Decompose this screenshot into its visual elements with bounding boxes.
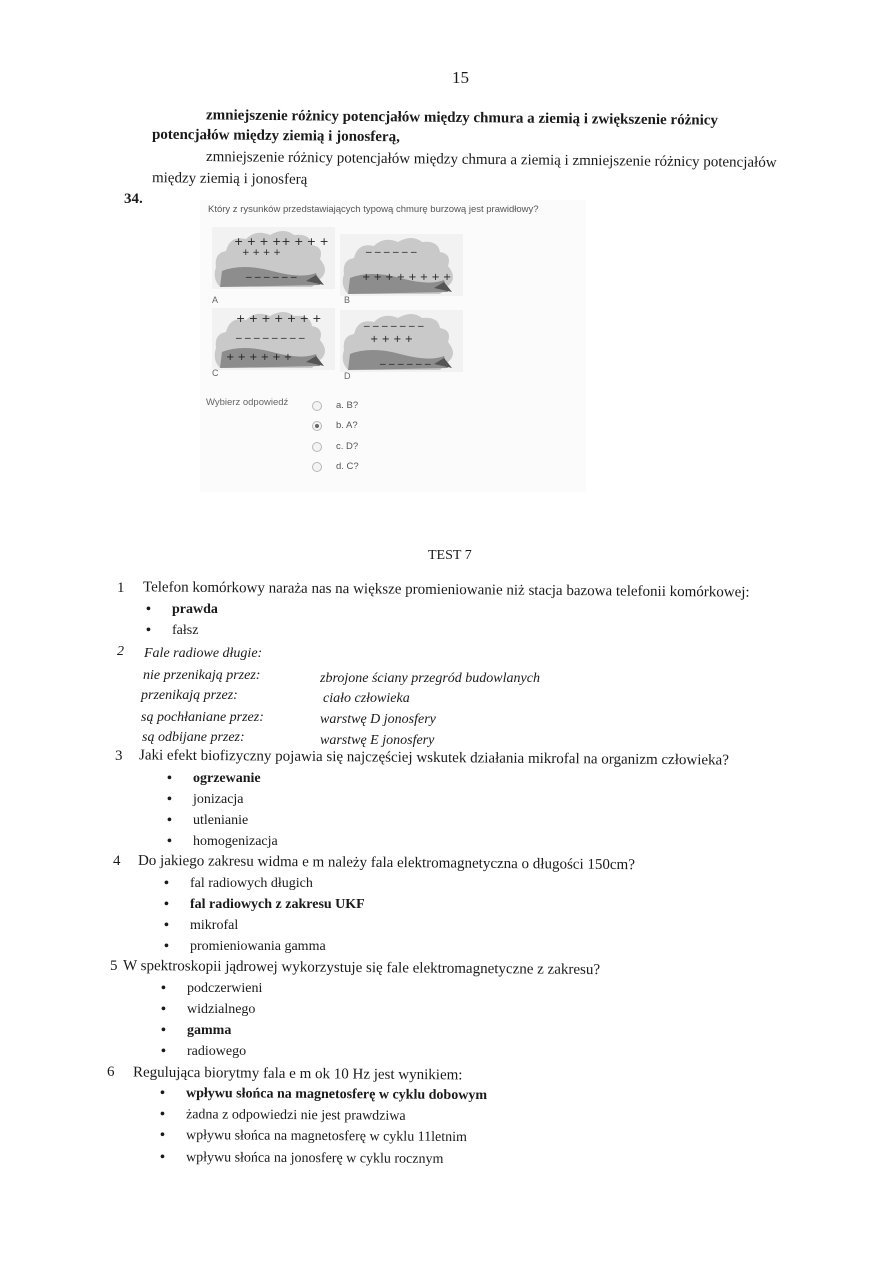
property-value: warstwę E jonosfery [320,733,435,748]
panel-label: D [344,371,351,381]
choose-answer-label: Wybierz odpowiedź [206,397,289,408]
question-text: Regulująca biorytmy fala e m ok 10 Hz jest wynikiem: [132,1064,463,1084]
question-number: 3 [115,748,123,764]
answer: • promieniowania gamma [164,939,326,955]
option-label: d. C? [336,461,359,472]
option-label: a. B? [336,400,359,411]
answer-option-b[interactable] [312,420,358,431]
property-value: zbrojone ściany przegród budowlanych [320,671,540,686]
svg-text:+ + + ++ + + +: + + + ++ + + + [234,235,329,248]
quiz-question-text: Który z rysunków przedstawiających typową chmurę burzową jest prawidłowy? [208,204,539,215]
answer: • fałsz [146,623,198,639]
property-label: przenikają przez: [141,688,238,703]
answer: • podczerwieni [161,981,262,997]
cloud-figure-c [212,308,335,370]
answer: • żadna z odpowiedzi nie jest prawdziwa [160,1107,406,1125]
svg-text:+ + + +: + + + + [370,334,414,345]
property-label: są pochłaniane przez: [141,710,264,725]
radio-icon[interactable] [312,401,322,411]
question-number: 6 [107,1064,115,1080]
answer-correct: • fal radiowych z zakresu UKF [164,897,365,913]
quiz-screenshot [200,200,586,492]
cloud-figure-b [340,234,463,296]
svg-text:_ _ _ _ _ _: _ _ _ _ _ _ [366,240,417,253]
answer: • widzialnego [161,1002,255,1018]
answer: • utlenianie [167,813,248,829]
svg-text:_ _ _ _ _ _: _ _ _ _ _ _ [380,352,431,365]
svg-text:+ + + +: + + + + [242,248,281,258]
test-title: TEST 7 [428,548,472,563]
answer: • fal radiowych długich [164,876,313,892]
answer: • mikrofal [164,918,238,934]
answer: • radiowego [161,1044,246,1060]
panel-label: C [212,368,219,378]
svg-text:+ + + + + + +: + + + + + + + [236,312,322,325]
svg-text:+ + + + + +: + + + + + + [226,352,293,363]
question-number: 5 [110,958,118,974]
question-text: W spektroskopii jądrowej wykorzystuje się fale elektromagnetyczne z zakresu? [122,957,601,979]
radio-icon[interactable] [312,442,322,452]
option-label: b. A? [336,420,358,431]
answer-correct: • wpływu słońca na magnetosferę w cyklu dobowym [160,1086,487,1104]
option-label: c. D? [336,441,359,452]
option-line: zmniejszenie różnicy potencjałów między chmura a ziemią i zwiększenie różnicy [205,107,719,129]
answer-correct: • gamma [161,1023,231,1039]
question-number: 34. [124,191,143,207]
svg-text:_ _ _ _ _ _ _ _: _ _ _ _ _ _ _ _ [236,326,305,339]
answer-option-d[interactable] [312,461,359,472]
property-label: są odbijane przez: [142,730,245,745]
answer-option-c[interactable] [312,441,358,452]
answer: • jonizacja [167,792,244,808]
question-text: Jaki efekt biofizyczny pojawia się najczęściej wskutek działania mikrofal na organizm człowieka? [138,747,729,769]
question-text: Fale radiowe długie: [144,646,263,661]
option-line: potencjałów między ziemią i jonosferą, [151,126,400,146]
property-value: ciało człowieka [323,691,410,706]
radio-selected-icon[interactable] [312,421,322,431]
property-value: warstwę D jonosfery [320,712,436,727]
property-label: nie przenikają przez: [143,668,261,683]
answer: • wpływu słońca na jonosferę w cyklu rocznym [160,1150,443,1168]
question-number: 4 [113,853,121,869]
panel-label: A [212,295,219,305]
answer-correct: • prawda [146,602,218,618]
question-text: Do jakiego zakresu widma e m należy fala elektromagnetyczna o długości 150cm? [137,852,635,874]
svg-text:_ _ _ _ _ _ _: _ _ _ _ _ _ _ [364,314,424,327]
option-line: zmniejszenie różnicy potencjałów między chmura a ziemią i zmniejszenie różnicy potencjałów [205,149,777,171]
question-number: 1 [117,580,125,596]
answer-option-a[interactable] [312,400,358,411]
svg-text:+ + + + + + + +: + + + + + + + + [362,272,452,283]
answer-correct: • ogrzewanie [167,771,261,787]
panel-label: B [344,295,351,305]
page-number: 15 [452,68,469,87]
question-text: Telefon komórkowy naraża nas na większe promieniowanie niż stacja bazowa telefonii komórkowej: [142,579,750,601]
question-number: 2 [117,644,124,659]
cloud-figure-d [340,310,463,372]
answer: • wpływu słońca na magnetosferę w cyklu 11letnim [160,1128,467,1146]
radio-icon[interactable] [312,462,322,472]
option-line: między ziemią i jonosferą [151,170,308,188]
svg-text:_ _ _ _ _ _: _ _ _ _ _ _ [246,265,297,278]
cloud-figure-a [212,227,335,289]
answer: • homogenizacja [167,834,278,850]
